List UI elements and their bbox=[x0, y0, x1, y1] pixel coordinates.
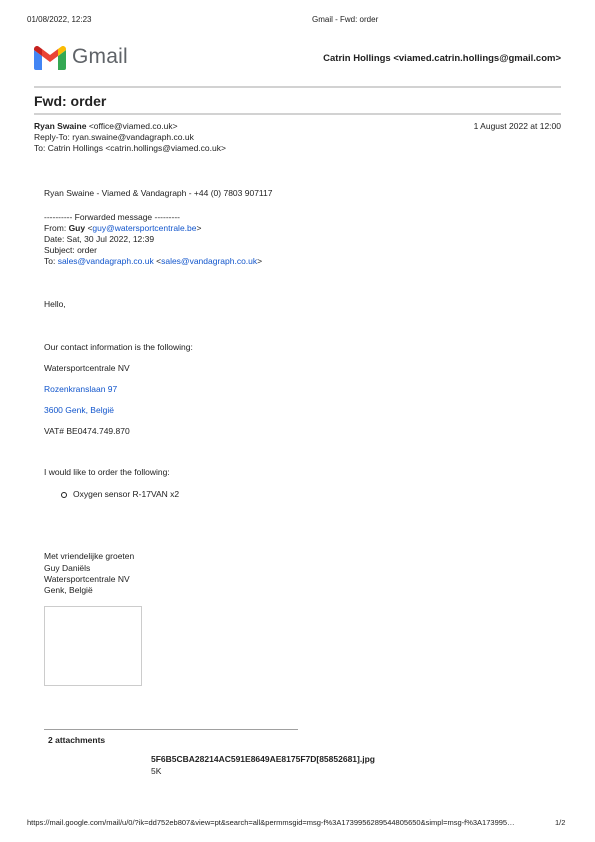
footer-url: https://mail.google.com/mail/u/0/?ik=dd752eb807&view=pt&search=all&permmsgid=msg-f%3A1739956289544805650&simpl=msg-f%3A173995… bbox=[27, 818, 515, 827]
forward-to-email-link[interactable]: sales@vandagraph.co.uk bbox=[57, 256, 154, 266]
attachments-divider bbox=[44, 729, 298, 730]
forward-from bbox=[44, 223, 201, 234]
closing: Met vriendelijke groeten bbox=[44, 551, 135, 561]
forward-to-email-link-2[interactable]: sales@vandagraph.co.uk bbox=[161, 256, 258, 266]
forward-from-email-link[interactable]: guy@watersportcentrale.be bbox=[92, 223, 197, 233]
greeting: Hello, bbox=[44, 299, 66, 309]
gmail-m-icon bbox=[34, 46, 66, 70]
street-address-link[interactable]: Rozenkranslaan 97 bbox=[44, 384, 118, 394]
forward-from-name: Guy bbox=[68, 223, 86, 233]
message-recipient: To: Catrin Hollings <catrin.hollings@viamed.co.uk> bbox=[34, 143, 226, 153]
signature-city: Genk, België bbox=[44, 585, 93, 595]
forward-subject: Subject: order bbox=[44, 245, 97, 255]
message-sender bbox=[34, 121, 178, 131]
attachment-size: 5K bbox=[151, 766, 162, 776]
order-intro: I would like to order the following: bbox=[44, 467, 170, 477]
city-address-link[interactable]: 3600 Genk, België bbox=[44, 405, 114, 415]
signature-company: Watersportcentrale NV bbox=[44, 574, 130, 584]
gmail-wordmark: Gmail bbox=[72, 45, 128, 68]
forward-from-label: From: bbox=[44, 223, 69, 233]
subject-divider bbox=[34, 113, 561, 115]
company-name: Watersportcentrale NV bbox=[44, 363, 130, 373]
print-datetime: 01/08/2022, 12:23 bbox=[27, 15, 92, 24]
contact-intro: Our contact information is the following: bbox=[44, 342, 193, 352]
sender-name: Ryan Swaine bbox=[34, 121, 87, 131]
email-subject: Fwd: order bbox=[34, 93, 107, 109]
forward-to-label: To: bbox=[44, 256, 58, 266]
message-date: 1 August 2022 at 12:00 bbox=[473, 121, 561, 131]
account-label: Catrin Hollings <viamed.catrin.hollings@gmail.com> bbox=[323, 53, 561, 64]
vat-number: VAT# BE0474.749.870 bbox=[44, 426, 130, 436]
forward-to bbox=[44, 256, 262, 267]
signature-name: Guy Daniëls bbox=[44, 563, 91, 573]
inline-image-placeholder[interactable] bbox=[44, 606, 142, 686]
list-item: Oxygen sensor R-17VAN x2 bbox=[44, 489, 179, 500]
attachments-title: 2 attachments bbox=[48, 735, 106, 745]
order-list bbox=[44, 489, 179, 500]
gmail-logo[interactable] bbox=[34, 44, 134, 72]
forward-to-close: > bbox=[257, 256, 263, 266]
sender-email: <office@viamed.co.uk> bbox=[88, 121, 178, 131]
signature-line: Ryan Swaine - Viamed & Vandagraph - +44 (0) 7803 907117 bbox=[44, 188, 273, 198]
page-number: 1/2 bbox=[555, 818, 566, 827]
forward-to-open: < bbox=[153, 256, 162, 266]
forward-from-close: > bbox=[196, 223, 202, 233]
forward-from-open: < bbox=[85, 223, 93, 233]
forward-separator: ---------- Forwarded message --------- bbox=[44, 212, 180, 222]
attachment-filename[interactable]: 5F6B5CBA28214AC591E8649AE8175F7D[85852681].jpg bbox=[151, 754, 375, 764]
forward-date: Date: Sat, 30 Jul 2022, 12:39 bbox=[44, 234, 155, 244]
print-title: Gmail - Fwd: order bbox=[312, 15, 379, 24]
header-divider bbox=[34, 86, 561, 88]
reply-to: Reply-To: ryan.swaine@vandagraph.co.uk bbox=[34, 132, 194, 142]
